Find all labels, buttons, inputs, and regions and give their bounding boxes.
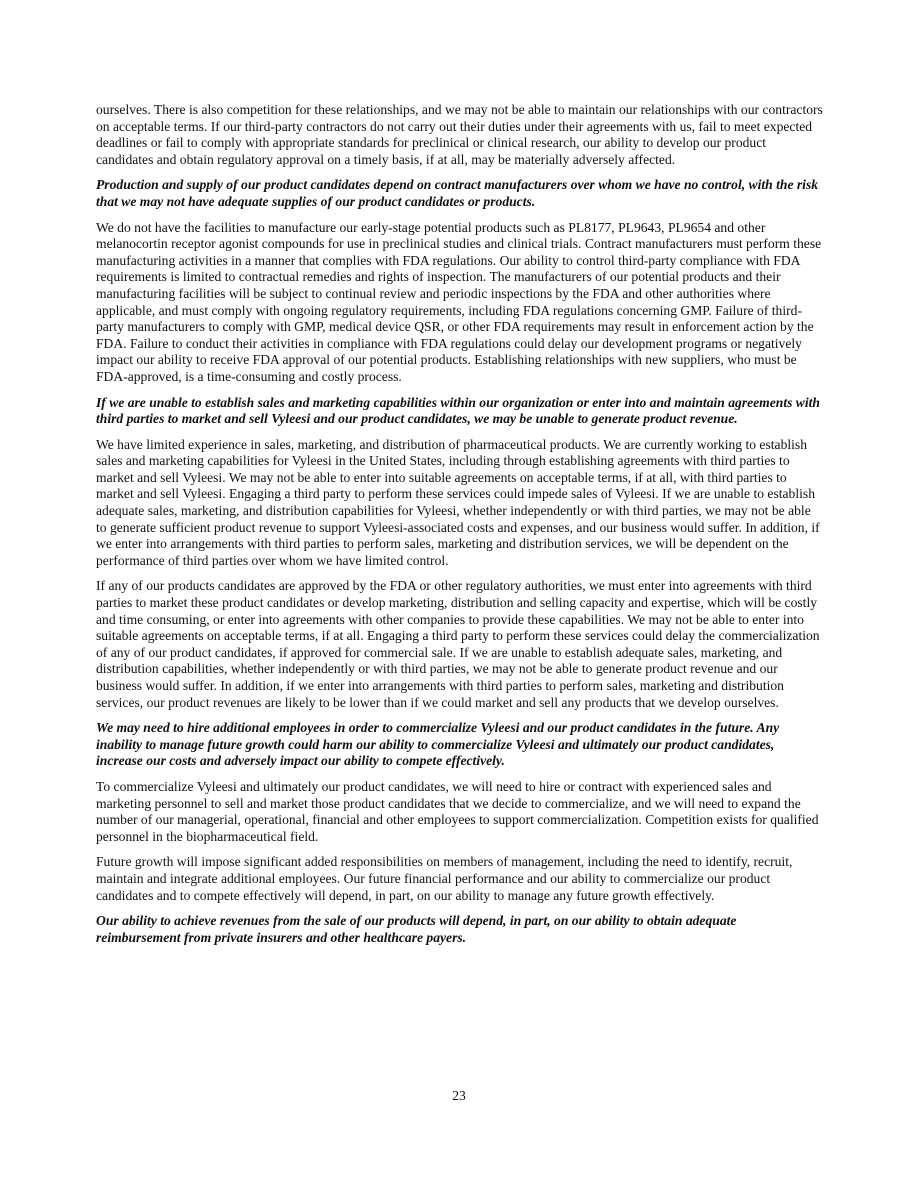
paragraph-contractor-relationships: ourselves. There is also competition for these relationships, and we may not be able to maintain our relationships with our contractors on acceptable terms. If our third-party contractors do not carry out their duties under their agreements with us, fail to meet expected deadlines or fail to comply with appropriate standards for preclinical or clinical research, our ability to develop our product candidates and obtain regulatory approval on a timely basis, if at all, may be materially adversely affected. [96, 102, 823, 167]
risk-heading-hiring-employees: We may need to hire additional employees in order to commercialize Vyleesi and our product candidates in the future. Any inability to manage future growth could harm our ability to commercialize Vyleesi and ultimately our product candidates, increase our costs and adversely impact our ability to compete effectively. [96, 720, 780, 769]
paragraph-manufacturing-facilities: We do not have the facilities to manufacture our early-stage potential products such as PL8177, PL9643, PL9654 and other melanocortin receptor agonist compounds for use in preclinical studies and clinical trials. Contract manufacturers must perform these manufacturing activities in a manner that complies with FDA regulations. Our ability to control third-party compliance with FDA requirements is limited to contractual remedies and rights of inspection. The manufacturers of our potential products and their manufacturing facilities will be subject to continual review and periodic inspections by the FDA and other authorities where applicable, and must comply with ongoing regulatory requirements, including FDA regulations concerning GMP. Failure of third-party manufacturers to comply with GMP, medical device QSR, or other FDA requirements may result in enforcement action by the FDA. Failure to conduct their activities in compliance with FDA regulations could delay our development programs or negatively impact our ability to receive FDA approval of our potential products. Establishing relationships with new suppliers, who must be FDA-approved, is a time-consuming and costly process. [96, 219, 822, 384]
page-number: 23 [452, 1088, 466, 1103]
paragraph-commercialize-personnel: To commercialize Vyleesi and ultimately our product candidates, we will need to hire or contract with experienced sales and marketing personnel to sell and market those product candidates that we decide to commercialize, and we will need to expand the number of our managerial, operational, financial and other employees to support commercialization. Competition exists for qualified personnel in the biopharmaceutical field. [96, 778, 819, 844]
risk-heading-sales-marketing: If we are unable to establish sales and marketing capabilities within our organization or enter into and maintain agreements with third parties to market and sell Vyleesi and our product candidates, we may be unable to generate product revenue. [96, 394, 820, 427]
paragraph-limited-sales-experience: We have limited experience in sales, marketing, and distribution of pharmaceutical products. We are currently working to establish sales and marketing capabilities for Vyleesi in the United States, including through establishing agreements with third parties to market and sell Vyleesi. We may not be able to enter into suitable agreements on acceptable terms, if at all, with third parties to market and sell Vyleesi. Engaging a third party to perform these services could impede sales of Vyleesi. If we are unable to establish adequate sales, marketing, and distribution capabilities for Vyleesi, whether independently or with third parties, we may not be able to generate sufficient product revenue to support Vyleesi-associated costs and expenses, and our business would suffer. In addition, if we enter into arrangements with third parties to perform sales, marketing and distribution services, we will be dependent on the performance of third parties over whom we have limited control. [96, 436, 820, 568]
risk-heading-reimbursement: Our ability to achieve revenues from the sale of our products will depend, in part, on our ability to obtain adequate reimbursement from private insurers and other healthcare payers. [96, 913, 737, 945]
risk-heading-contract-manufacturers: Production and supply of our product candidates depend on contract manufacturers over whom we have no control, with the risk that we may not have adequate supplies of our product candidates or products. [96, 177, 819, 209]
paragraph-future-growth: Future growth will impose significant added responsibilities on members of management, including the need to identify, recruit, maintain and integrate additional employees. Our future financial performance and our ability to commercialize our product candidates and to compete effectively will depend, in part, on our ability to manage any future growth effectively. [96, 854, 793, 903]
document-page [96, 102, 823, 955]
paragraph-product-candidates-approval: If any of our products candidates are approved by the FDA or other regulatory authorities, we must enter into agreements with third parties to market these product candidates or develop marketing, distribution and selling capacity and expertise, which will be costly and time consuming, or enter into agreements with other companies to provide these capabilities. We may not be able to enter into suitable agreements on acceptable terms, if at all. Engaging a third party to perform these services could delay the commercialization of any of our product candidates, if approved for commercial sale. If we are unable to establish adequate sales, marketing, and distribution capabilities, whether independently or with third parties, we may not be able to generate product revenue and our business would suffer. In addition, if we enter into arrangements with third parties to perform sales, marketing and distribution services, our product revenues are likely to be lower than if we could market and sell any products that we develop ourselves. [96, 578, 820, 710]
